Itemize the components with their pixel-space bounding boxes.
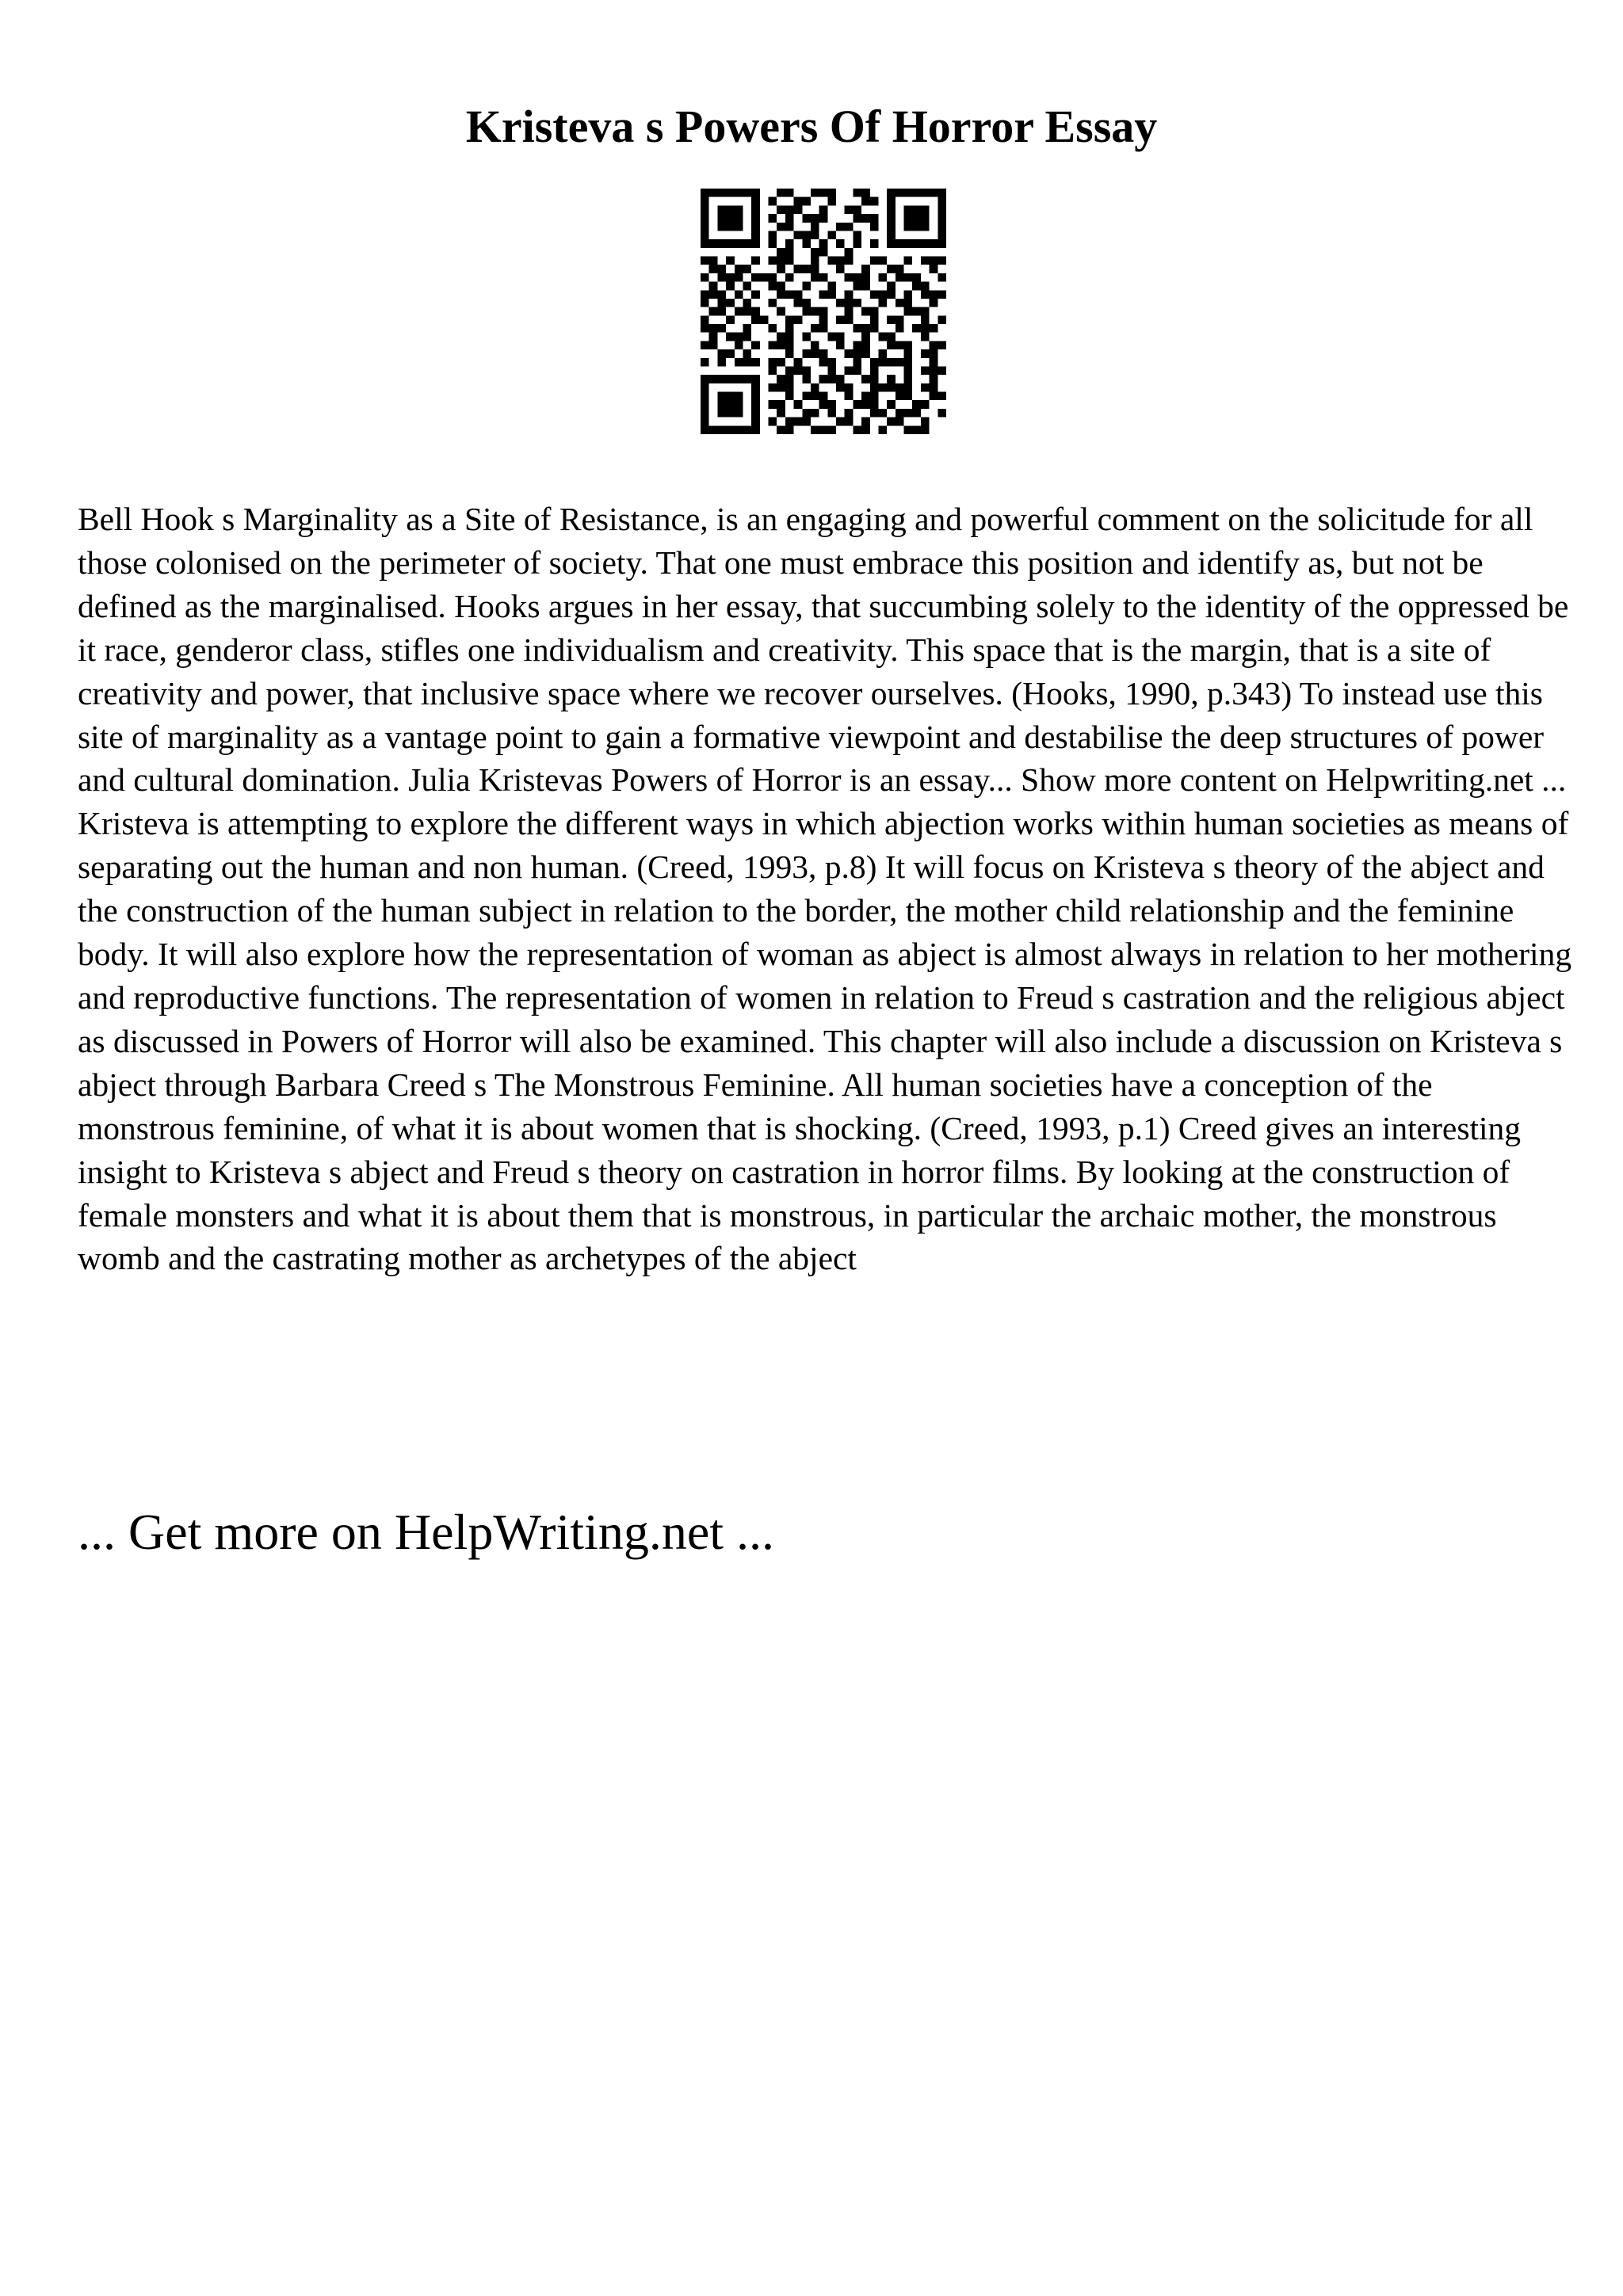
essay-paragraph-2: Kristeva is attempting to explore the different ways in which abjection works within human societies as means of separating out the human and non human. (Creed, 1993, p.8) It will focus on Kristeva s theory of the abject and the construction of the human subject in relation to the border, the mother child relationship and the feminine body. It will also explore how the representation of woman as abject is almost always in relation to her mothering and reproductive functions. The representation of women in relation to Freud s castration and the religious abject as discussed in Powers of Horror will also be examined. This chapter will also include a discussion on Kristeva s abject through Barbara Creed s The Monstrous Feminine. All human societies have a conception of the monstrous feminine, of what it is about women that is shocking. (Creed, 1993, p.1) Creed gives an interesting insight to Kristeva s abject and Freud s theory on castration in horror films. By looking at the construction of female monsters and what it is about them that is monstrous, in particular the archaic mother, the monstrous womb and the castrating mother as archetypes of the abject [78, 805, 1572, 1277]
essay-paragraph-1: Bell Hook s Marginality as a Site of Resistance, is an engaging and powerful comment on the solicitude for all those colonised on the perimeter of society. That one must embrace this position and identify as, but not be defined as the marginalised. Hooks argues in her essay, that succumbing solely to the identity of the oppressed be it race, genderor class, stifles one individualism and creativity. This space that is the margin, that is a site of creativity and power, that inclusive space where we recover ourselves. (Hooks, 1990, p.343) To instead use this site of marginality as a vantage point to gain a formative viewpoint and destabilise the deep structures of power and cultural domination. Julia Kristevas Powers of Horror is an essay... Show more content on Helpwriting.net ... [78, 501, 1569, 799]
essay-body [78, 498, 1575, 1280]
page-title: Kristeva s Powers Of Horror Essay [465, 101, 1158, 152]
get-more-link[interactable]: ... Get more on HelpWriting.net ... [78, 1504, 774, 1560]
qr-code-icon [701, 189, 946, 434]
